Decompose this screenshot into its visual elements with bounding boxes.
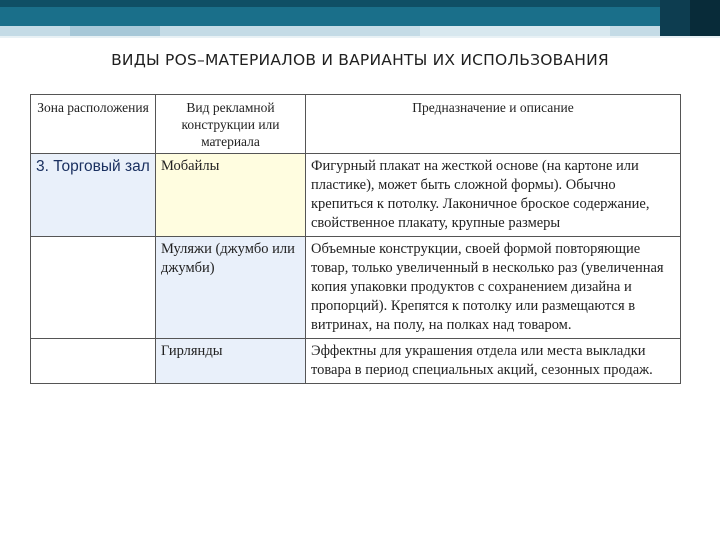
zone-cell-empty [31,237,156,339]
table-row [31,237,681,339]
zone-cell-empty [31,339,156,384]
header-band-dark [0,0,720,7]
header-band-segment [70,26,160,36]
pos-materials-table [30,94,681,384]
description-cell: Эффектны для украшения отдела или места выкладки товара в период специальных акций, сезонных продаж. [306,339,681,384]
zone-cell: 3. Торговый зал [31,154,156,237]
header-band-segment [420,26,610,36]
type-cell: Гирлянды [156,339,306,384]
header-band-edge [690,0,720,36]
slide-title: ВИДЫ POS–МАТЕРИАЛОВ И ВАРИАНТЫ ИХ ИСПОЛЬЗОВАНИЯ [111,51,609,69]
table-row [31,154,681,237]
header-zone: Зона расположения [31,95,156,154]
table-row [31,339,681,384]
header-description: Предназначение и описание [306,95,681,154]
header-type: Вид рекламной конструкции или материала [156,95,306,154]
type-cell: Муляжи (джумбо или джумби) [156,237,306,339]
header-band-line [0,36,720,38]
table-header-row [31,95,681,154]
type-cell: Мобайлы [156,154,306,237]
description-cell: Объемные конструкции, своей формой повторяющие товар, только увеличенный в несколько раз (увеличенная копия упаковки продуктов с сохранением дизайна и пропорций). Крепятся к потолку или размещаются в витринах, на полу, на полках над товаром. [306,237,681,339]
description-cell: Фигурный плакат на жесткой основе (на картоне или пластике), может быть сложной формы). Обычно крепиться к потолку. Лаконичное броское содержание, свойственное плакату, крупные размеры [306,154,681,237]
